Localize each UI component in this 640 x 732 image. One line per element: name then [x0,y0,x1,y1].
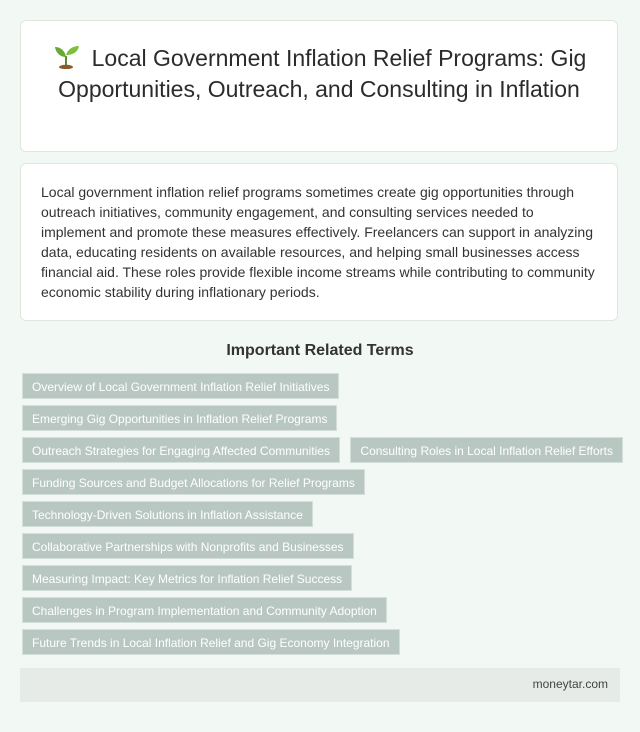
related-term-tag[interactable]: Technology-Driven Solutions in Inflation Assistance [22,501,313,527]
related-term-tag[interactable]: Collaborative Partnerships with Nonprofits and Businesses [22,533,354,559]
related-term-tag[interactable]: Consulting Roles in Local Inflation Relief Efforts [350,437,623,463]
related-terms-heading: Important Related Terms [226,342,414,359]
related-term-tag[interactable]: Funding Sources and Budget Allocations for Relief Programs [22,469,365,495]
page-title-text: Local Government Inflation Relief Programs: Gig Opportunities, Outreach, and Consulting in Inflation [58,45,587,102]
intro-card [20,163,618,321]
related-term-tag[interactable]: Future Trends in Local Inflation Relief and Gig Economy Integration [22,629,400,655]
sprout-icon [52,43,82,69]
footer-site-link[interactable]: moneytar.com [532,677,608,691]
related-term-tag[interactable]: Outreach Strategies for Engaging Affected Communities [22,437,340,463]
related-term-tag[interactable]: Emerging Gig Opportunities in Inflation Relief Programs [22,405,337,431]
related-term-tag[interactable]: Challenges in Program Implementation and Community Adoption [22,597,387,623]
related-term-tag[interactable]: Measuring Impact: Key Metrics for Inflation Relief Success [22,565,352,591]
footer [20,668,620,702]
page-title [51,43,587,105]
related-terms-list [22,373,622,661]
intro-paragraph: Local government inflation relief programs sometimes create gig opportunities through outreach initiatives, community engagement, and consulting services needed to implement and promote these measures effectively. Freelancers can support in analyzing data, educating residents on available resources, and helping small businesses access financial aid. These roles provide flexible income streams while contributing to community economic stability during inflationary periods. [41,184,595,300]
title-card [20,20,618,152]
related-term-tag[interactable]: Overview of Local Government Inflation Relief Initiatives [22,373,339,399]
